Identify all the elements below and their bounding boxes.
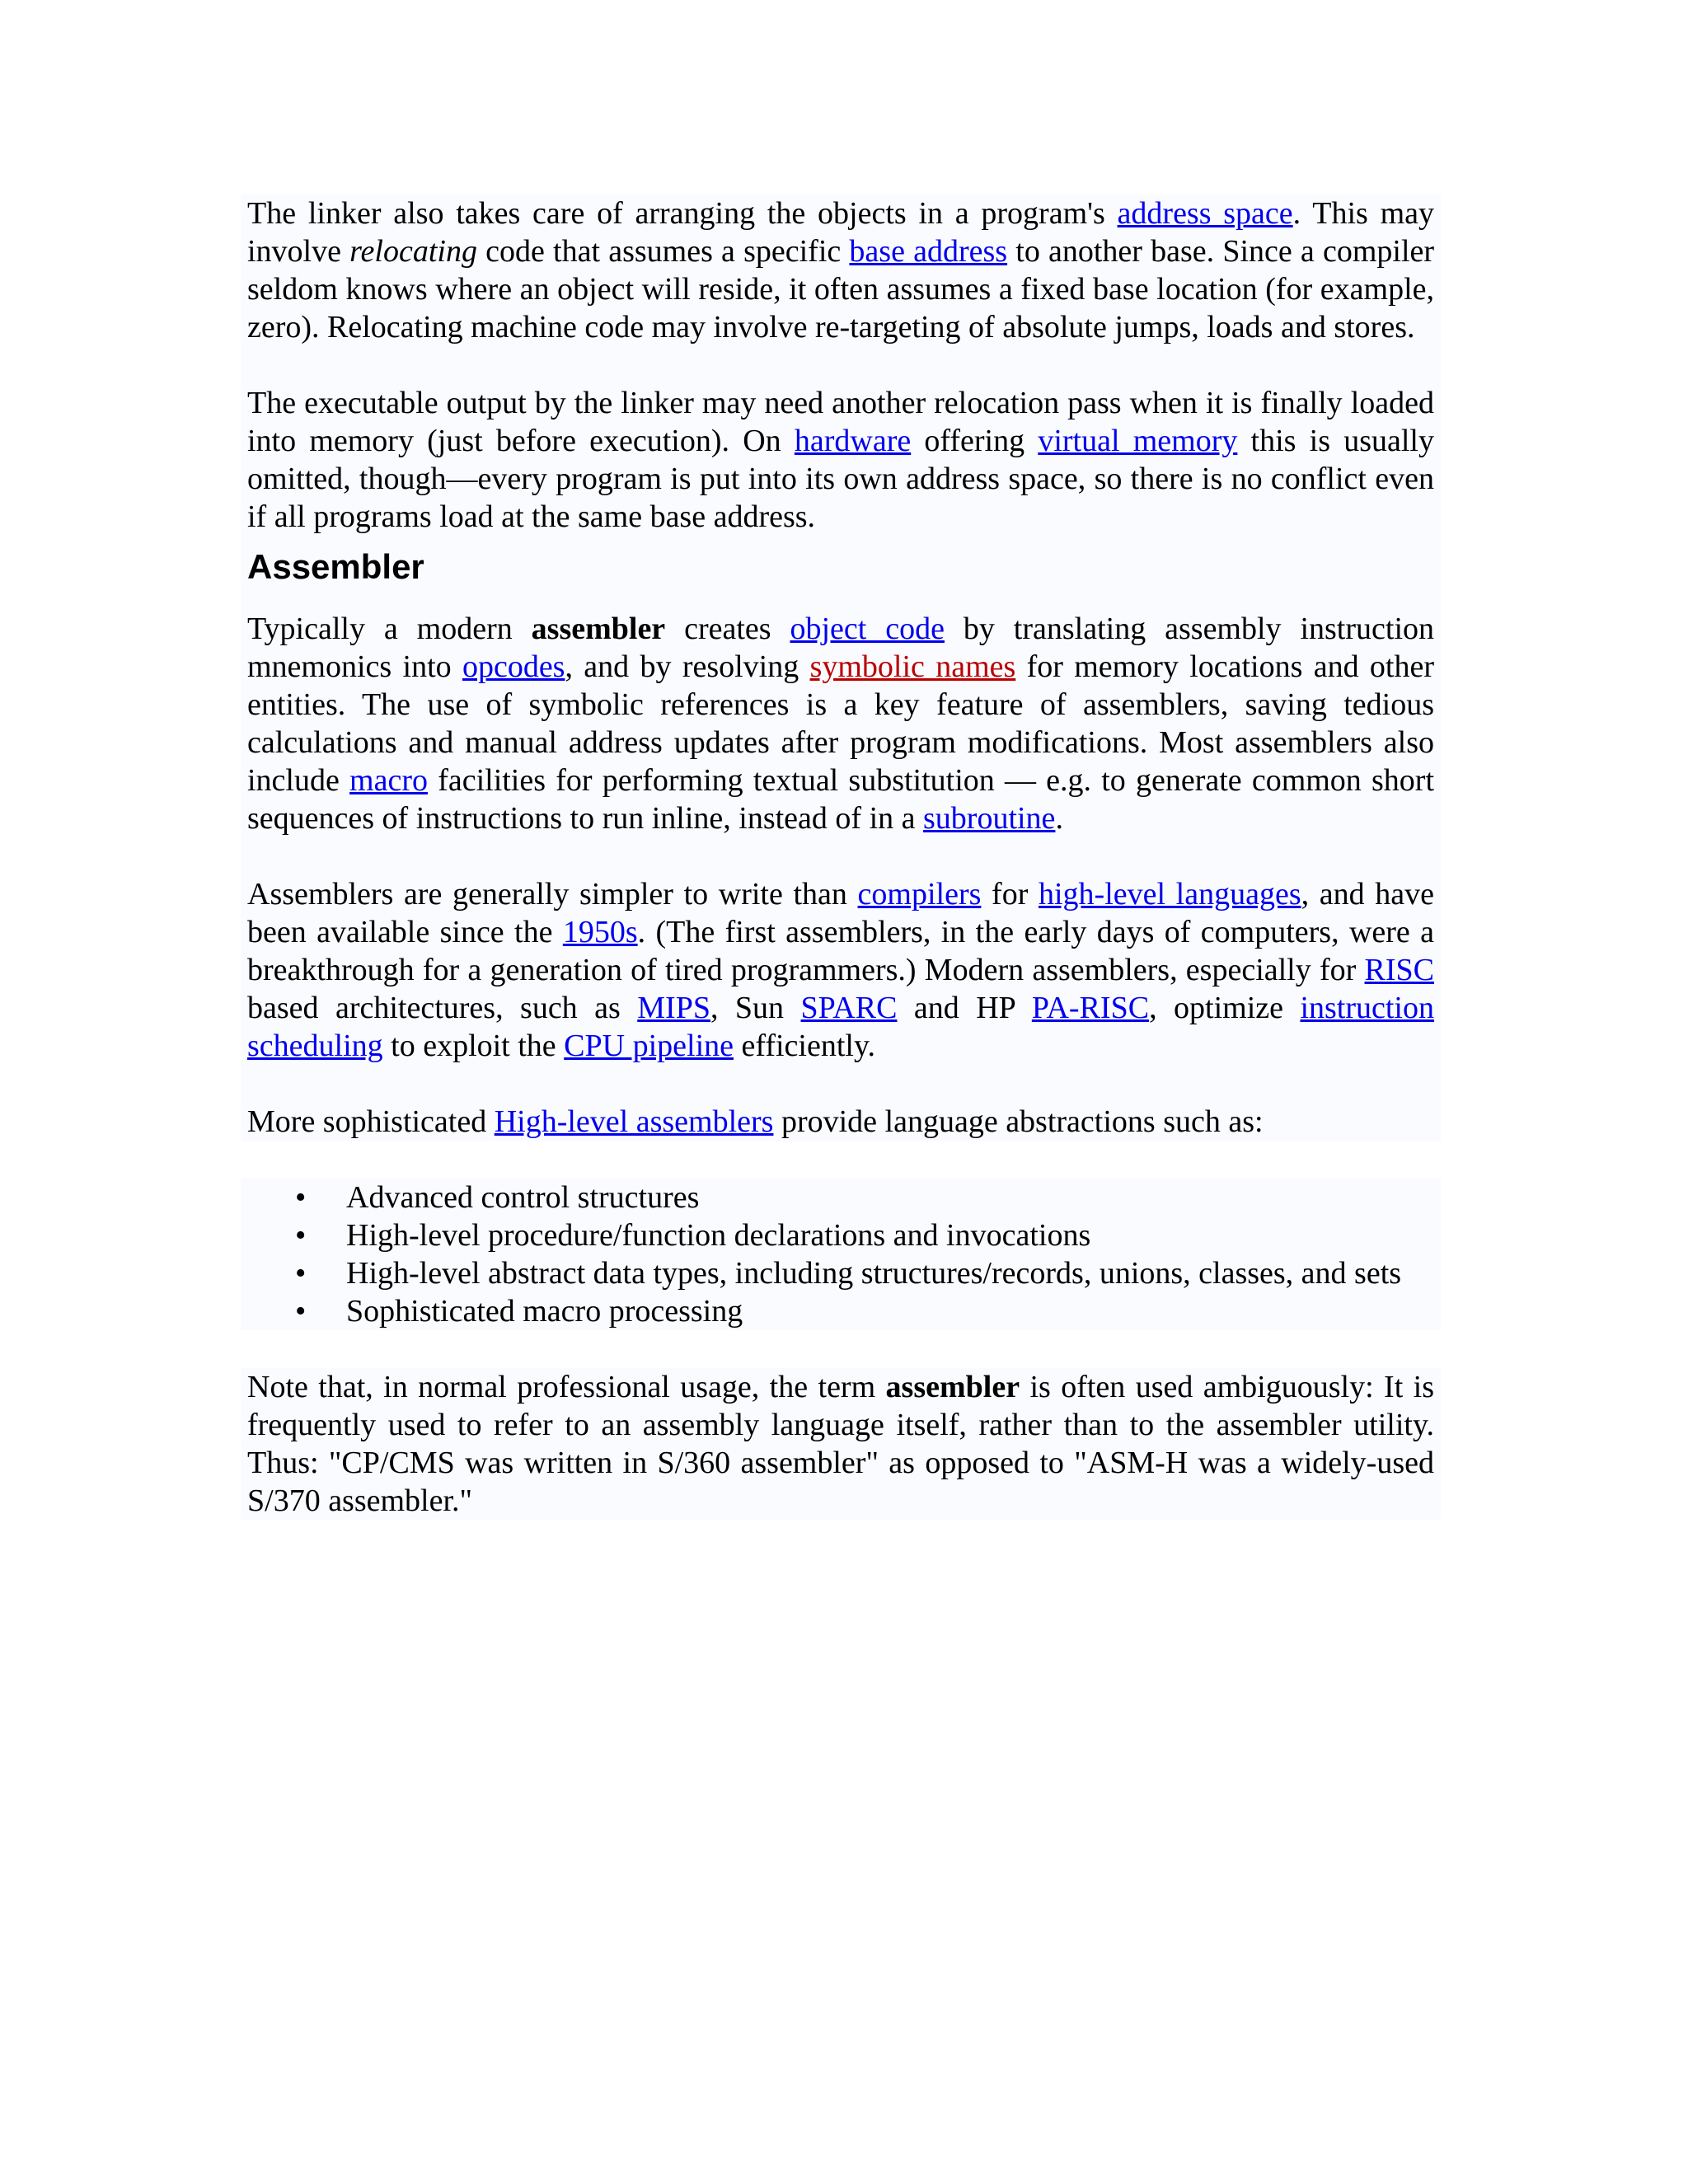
bullet-icon: • <box>295 1256 307 1291</box>
link-subroutine[interactable]: subroutine <box>923 801 1056 836</box>
link-mips[interactable]: MIPS <box>637 991 710 1025</box>
link-compilers[interactable]: compilers <box>857 877 982 912</box>
paragraph-assembler-intro: Typically a modern assembler creates object code by translating assembly instruction mnemonics into opcodes, and by resolving symbolic names for memory locations and other entities. The use of symbolic references is a key feature of assemblers, saving tedious calculations and manual address updates after program modifications. Most assemblers also include macro facilities for performing textual substitution — e.g. to generate common short sequences of instructions to run inline, instead of in a subroutine. <box>247 612 1434 836</box>
link-instruction-scheduling[interactable]: instruction scheduling <box>247 991 1434 1063</box>
list-block <box>241 1179 1441 1330</box>
list-item: • Sophisticated macro processing <box>295 1294 743 1329</box>
link-opcodes[interactable]: opcodes <box>462 649 565 684</box>
link-pa-risc[interactable]: PA-RISC <box>1031 991 1150 1025</box>
paragraph-block <box>241 1368 1441 1520</box>
paragraph-gap <box>247 837 1434 875</box>
paragraph-relocation-pass: The executable output by the linker may need another relocation pass when it is finally loaded into memory (just before execution). On hardware offering virtual memory this is usually omitted, though—every program is put into its own address space, so there is no conflict even if all programs load at the same base address. <box>247 386 1434 534</box>
bold-assembler: assembler <box>531 612 666 646</box>
link-sparc[interactable]: SPARC <box>800 991 898 1025</box>
link-1950s[interactable]: 1950s <box>562 915 638 949</box>
link-address-space[interactable]: address space <box>1117 196 1293 231</box>
section-heading-assembler: Assembler <box>247 547 424 586</box>
link-base-address[interactable]: base address <box>849 234 1008 269</box>
list-gap <box>247 1141 1434 1179</box>
list-item: • High-level abstract data types, including structures/records, unions, classes, and sets <box>295 1256 1402 1291</box>
link-object-code[interactable]: object code <box>790 612 945 646</box>
list-item: • High-level procedure/function declarations and invocations <box>295 1218 1091 1253</box>
paragraph-high-level-assemblers: More sophisticated High-level assemblers provide language abstractions such as: <box>247 1104 1264 1139</box>
paragraph-gap <box>247 1065 1434 1103</box>
bullet-icon: • <box>295 1180 307 1215</box>
link-virtual-memory[interactable]: virtual memory <box>1038 424 1238 458</box>
emphasis-relocating: relocating <box>349 234 477 269</box>
document-page <box>247 194 1434 1520</box>
link-risc[interactable]: RISC <box>1364 953 1434 987</box>
bullet-icon: • <box>295 1218 307 1253</box>
heading-block <box>241 536 1441 610</box>
abstractions-list <box>247 1179 1434 1330</box>
list-item: • Advanced control structures <box>295 1180 700 1215</box>
link-high-level-languages[interactable]: high-level languages <box>1038 877 1301 912</box>
link-symbolic-names[interactable]: symbolic names <box>809 649 1016 684</box>
link-macro[interactable]: macro <box>349 763 428 798</box>
paragraph-block <box>241 194 1441 536</box>
link-cpu-pipeline[interactable]: CPU pipeline <box>564 1029 734 1063</box>
paragraph-assembler-history: Assemblers are generally simpler to write than compilers for high-level languages, and have been available since the 1950s. (The first assemblers, in the early days of computers, were a breakthrough for a generation of tired programmers.) Modern assemblers, especially for RISC based architectures, such as MIPS, Sun SPARC and HP PA-RISC, optimize instruction scheduling to exploit the CPU pipeline efficiently. <box>247 877 1434 1063</box>
list-gap <box>247 1330 1434 1368</box>
paragraph-block <box>241 610 1441 1141</box>
paragraph-linker-address-space: The linker also takes care of arranging the objects in a program's address space. This may involve relocating code that assumes a specific base address to another base. Since a compiler seldom knows where an object will reside, it often assumes a fixed base location (for example, zero). Relocating machine code may involve re-targeting of absolute jumps, loads and stores. <box>247 196 1435 344</box>
paragraph-gap <box>247 346 1434 384</box>
paragraph-usage-note: Note that, in normal professional usage, the term assembler is often used ambiguously: It is frequently used to refer to an assembly language itself, rather than to the assembler utility. Thus: "CP/CMS was written in S/360 assembler" as opposed to "ASM-H was a widely-used S/370 assembler." <box>247 1370 1434 1518</box>
link-hardware[interactable]: hardware <box>794 424 912 458</box>
bullet-icon: • <box>295 1294 307 1329</box>
bold-assembler: assembler <box>885 1370 1020 1404</box>
link-high-level-assemblers[interactable]: High-level assemblers <box>494 1104 774 1139</box>
